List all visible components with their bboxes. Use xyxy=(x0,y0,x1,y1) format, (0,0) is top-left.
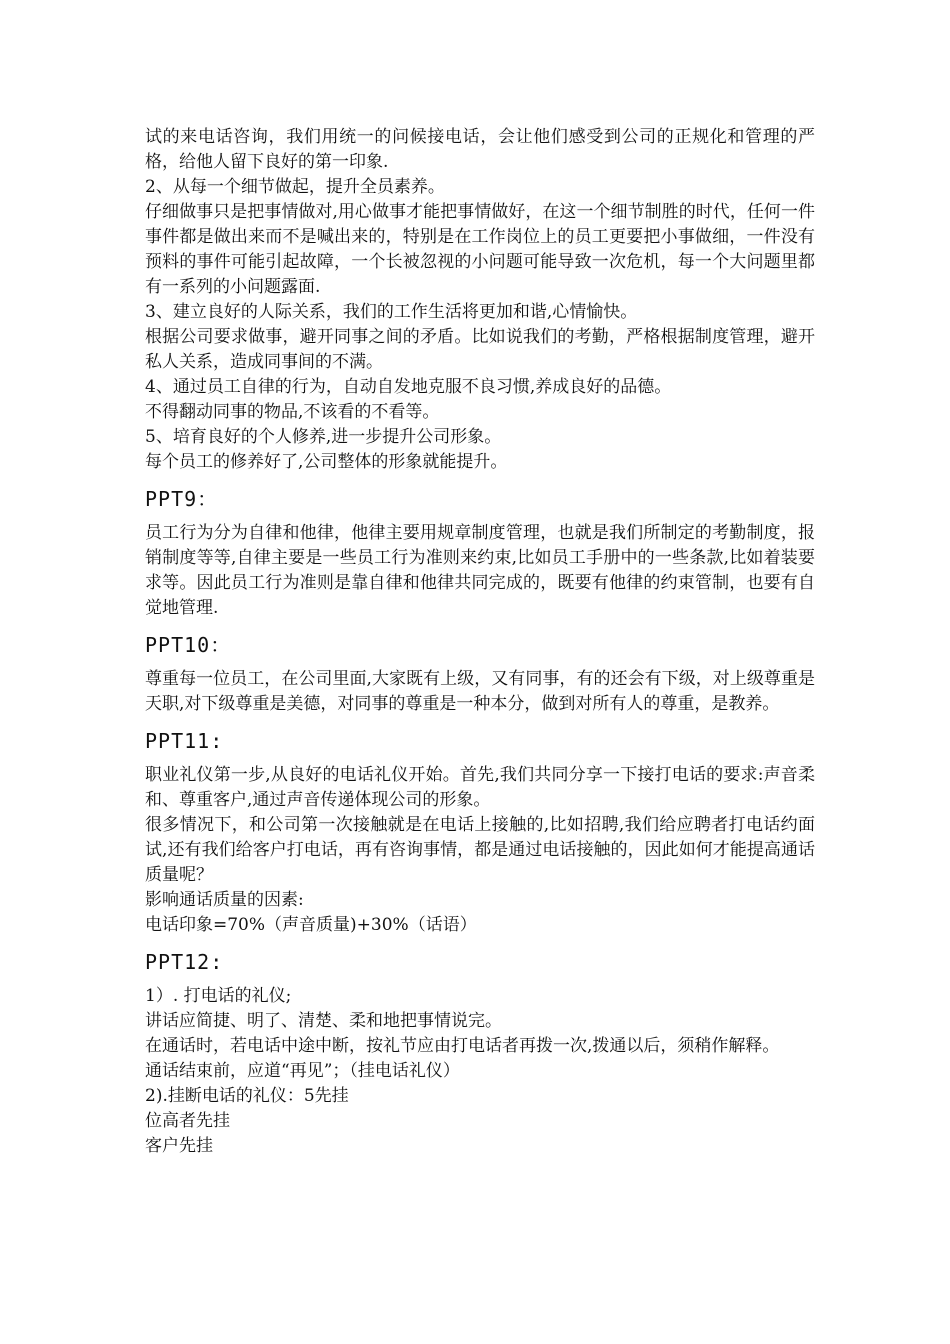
paragraph: 职业礼仪第一步,从良好的电话礼仪开始。首先,我们共同分享一下接打电话的要求:声音柔和、尊重客户,通过声音传递体现公司的形象。 xyxy=(145,765,815,810)
paragraph: 仔细做事只是把事情做对,用心做事才能把事情做好，在这一个细节制胜的时代，任何一件事件都是做出来而不是喊出来的，特别是在工作岗位上的员工更要把小事做细，一件没有预料的事件可能引起故障，一个长被忽视的小问题可能导致一次危机，每一个大问题里都有一系列的小问题露面. xyxy=(145,202,815,297)
section-heading: PPT12: xyxy=(145,950,224,974)
section-heading: PPT9： xyxy=(145,487,219,511)
list-item-heading: 4、通过员工自律的行为，自动自发地克服不良习惯,养成良好的品德。 xyxy=(145,377,672,397)
section-ppt11 xyxy=(145,727,815,938)
paragraph: 讲话应简捷、明了、清楚、柔和地把事情说完。 xyxy=(145,1011,502,1031)
paragraph: 在通话时，若电话中途中断，按礼节应由打电话者再拨一次,拨通以后，须稍作解释。 xyxy=(145,1036,780,1056)
paragraph: 试的来电话咨询，我们用统一的问候接电话，会让他们感受到公司的正规化和管理的严格，给他人留下良好的第一印象. xyxy=(145,127,815,172)
paragraph: 电话印象=70%（声音质量)+30%（话语） xyxy=(145,915,477,935)
paragraph: 不得翻动同事的物品,不该看的不看等。 xyxy=(145,402,440,422)
paragraph: 尊重每一位员工，在公司里面,大家既有上级，又有同事，有的还会有下级，对上级尊重是天职,对下级尊重是美德，对同事的尊重是一种本分，做到对所有人的尊重，是教养。 xyxy=(145,669,815,714)
paragraph: 根据公司要求做事，避开同事之间的矛盾。比如说我们的考勤，严格根据制度管理，避开私人关系，造成同事间的不满。 xyxy=(145,327,815,372)
document-page xyxy=(145,125,815,1159)
list-item-heading: 3、建立良好的人际关系，我们的工作生活将更加和谐,心情愉快。 xyxy=(145,302,638,322)
section-ppt9 xyxy=(145,485,815,621)
section-heading: PPT11: xyxy=(145,729,224,753)
list-item-heading: 2、从每一个细节做起，提升全员素养。 xyxy=(145,177,445,197)
paragraph: 位高者先挂 xyxy=(145,1111,230,1131)
paragraph: 客户先挂 xyxy=(145,1136,213,1156)
section-ppt12 xyxy=(145,948,815,1159)
paragraph: 每个员工的修养好了,公司整体的形象就能提升。 xyxy=(145,452,508,472)
paragraph: 1）. 打电话的礼仪; xyxy=(145,986,292,1006)
paragraph: 员工行为分为自律和他律，他律主要用规章制度管理，也就是我们所制定的考勤制度，报销制度等等,自律主要是一些员工行为准则来约束,比如员工手册中的一些条款,比如着装要求等。因此员工行为准则是靠自律和他律共同完成的，既要有他律的约束管制，也要有自觉地管理. xyxy=(145,523,815,618)
section-heading: PPT10： xyxy=(145,633,232,657)
paragraph: 影响通话质量的因素: xyxy=(145,890,304,910)
paragraph: 很多情况下，和公司第一次接触就是在电话上接触的,比如招聘,我们给应聘者打电话约面试,还有我们给客户打电话，再有咨询事情，都是通过电话接触的，因此如何才能提高通话质量呢？ xyxy=(145,815,815,885)
paragraph: 通话结束前，应道“再见”；（挂电话礼仪） xyxy=(145,1061,460,1081)
section-intro xyxy=(145,125,815,475)
list-item-heading: 5、培育良好的个人修养,进一步提升公司形象。 xyxy=(145,427,502,447)
paragraph: 2).挂断电话的礼仪：5先挂 xyxy=(145,1086,349,1106)
section-ppt10 xyxy=(145,631,815,717)
